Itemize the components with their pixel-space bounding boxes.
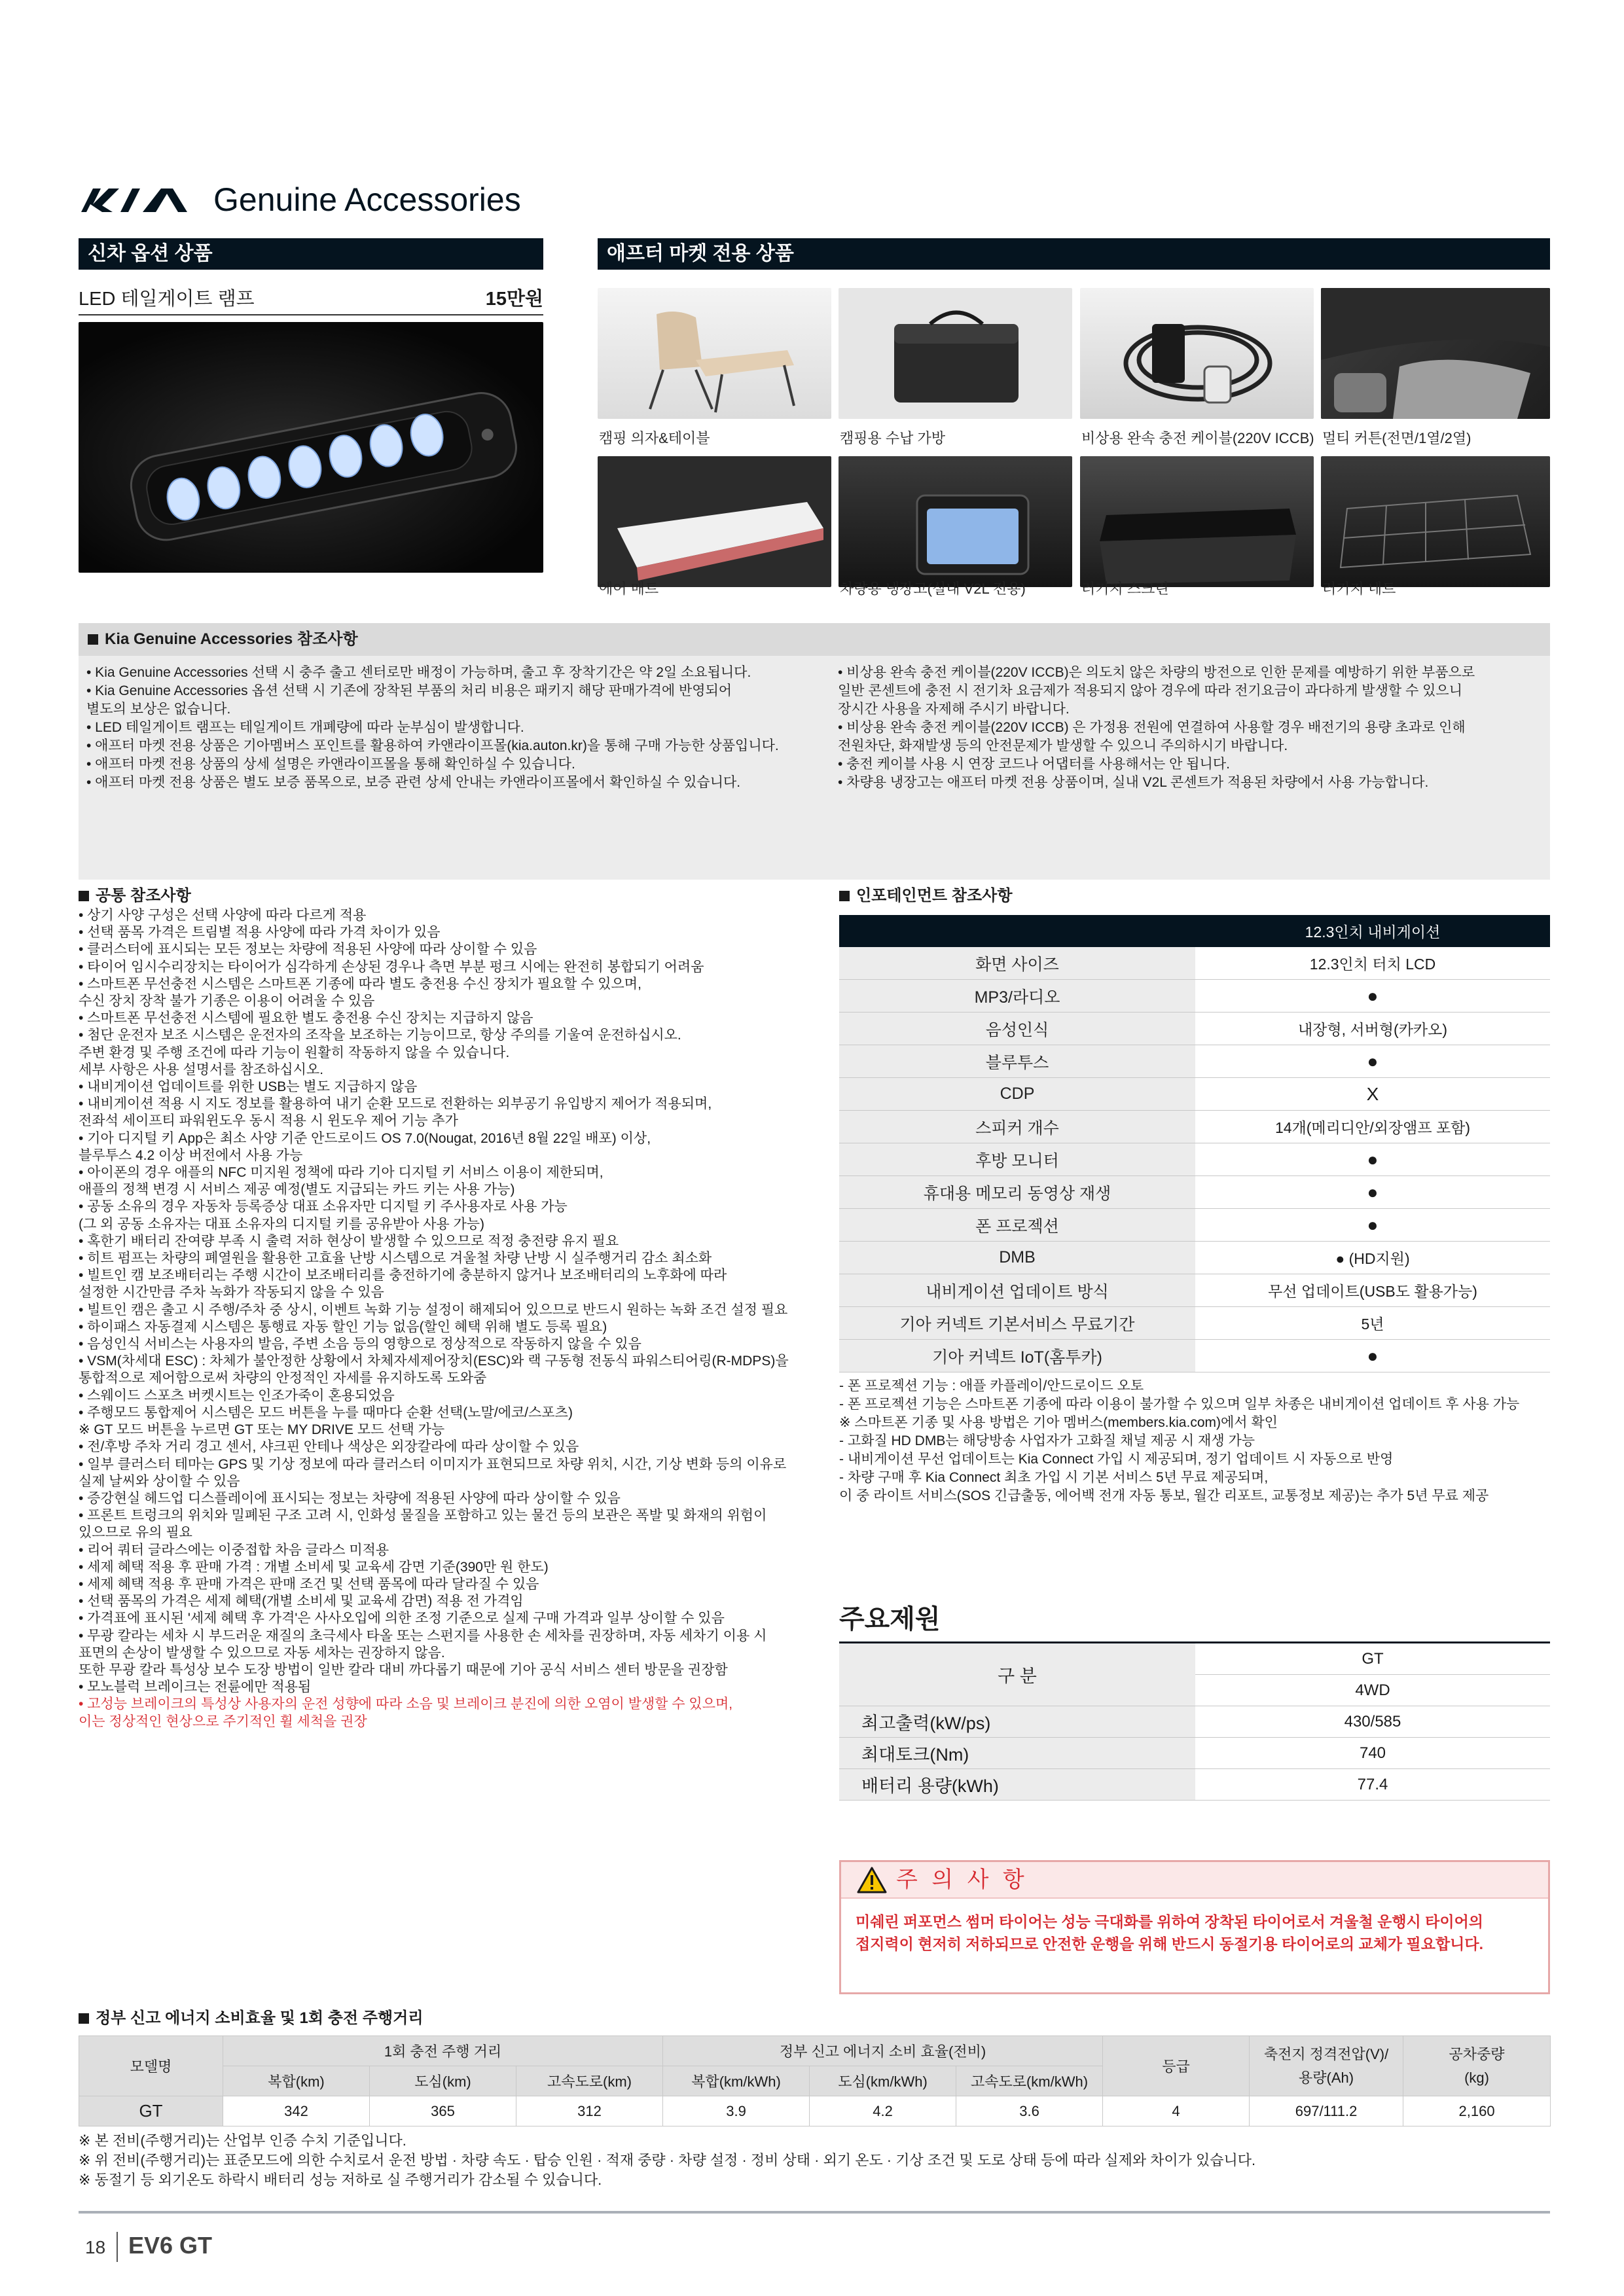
energy-battery-value: 697/111.2 — [1250, 2096, 1403, 2126]
common-note-line: • 프론트 트렁크의 위치와 밀폐된 구조 고려 시, 인화성 물질을 포함하고 있는 물건 등의 보관은 폭발 및 화재의 위험이 — [79, 1508, 767, 1524]
specs-row — [839, 1769, 1550, 1801]
infotainment-row — [839, 1307, 1550, 1340]
accessory-notes-header — [79, 623, 1550, 656]
accessory-note-left: 별도의 보상은 없습니다. — [86, 702, 231, 717]
common-note-line: • 전/후방 주차 거리 경고 센서, 샤크핀 안테나 색상은 외장칼라에 따라 상이할 수 있음 — [79, 1439, 579, 1455]
infotainment-row-label: MP3/라디오 — [839, 980, 1195, 1013]
infotainment-footnotes — [839, 1377, 1559, 1505]
common-notes-list — [79, 907, 825, 1731]
infotainment-title: 인포테인먼트 참조사항 — [856, 887, 1013, 905]
infotainment-row-value: ● — [1195, 1340, 1550, 1372]
common-note-line: • 첨단 운전자 보조 시스템은 운전자의 조작을 보조하는 기능이므로, 항상 주의를 기울여 운전하십시오. — [79, 1028, 681, 1043]
infotainment-row-label: DMB — [839, 1242, 1195, 1274]
charging-cable-photo — [1080, 288, 1314, 419]
aftermarket-header: 애프터 마켓 전용 상품 — [598, 238, 1550, 270]
energy-eff-value: 3.6 — [956, 2096, 1103, 2126]
common-note-line: • 클러스터에 표시되는 모든 정보는 차량에 적용된 사양에 따라 상이할 수 있음 — [79, 942, 537, 958]
energy-sub-range: 고속도로(km) — [516, 2066, 663, 2096]
storage-bag-photo — [839, 288, 1072, 419]
specs-drive: 4WD — [1195, 1675, 1550, 1706]
common-note-line: 전좌석 세이프티 파워윈도우 동시 적용 시 윈도우 제어 기능 추가 — [79, 1113, 458, 1129]
infotainment-row — [839, 1078, 1550, 1111]
common-note-line: 있으므로 유의 필요 — [79, 1525, 192, 1541]
energy-model: GT — [79, 2096, 223, 2126]
common-note-line: • 리어 쿼터 글라스에는 이중접합 차음 글라스 미적용 — [79, 1542, 389, 1558]
specs-row-label: 최대토크(Nm) — [839, 1738, 1195, 1769]
common-note-line: • 빌트인 캠은 출고 시 주행/주차 중 상시, 이벤트 녹화 기능 설정이 해제되어 있으므로 반드시 원하는 녹화 조건 설정 필요 — [79, 1302, 788, 1318]
accessory-note-right: • 비상용 완속 충전 케이블(220V ICCB) 은 가정용 전원에 연결하여 사용할 경우 배전기의 용량 초과로 인해 — [838, 720, 1466, 735]
energy-col-grade: 등급 — [1103, 2036, 1250, 2096]
infotainment-table — [839, 915, 1550, 1372]
accessory-note-left: • Kia Genuine Accessories 선택 시 충주 출고 센터로만 배정이 가능하며, 출고 후 장착기간은 약 2일 소요됩니다. — [86, 665, 751, 680]
energy-grade-value: 4 — [1103, 2096, 1250, 2126]
infotainment-row — [839, 1242, 1550, 1274]
specs-row-value: 740 — [1195, 1738, 1550, 1769]
common-note-line: 통합적으로 제어함으로써 차량의 안정적인 자세를 유지하도록 도와줌 — [79, 1371, 487, 1386]
common-note-line: 세부 사항은 사용 설명서를 참조하십시오. — [79, 1062, 324, 1077]
common-note-line: 설정한 시간만큼 주차 녹화가 작동되지 않을 수 있음 — [79, 1285, 384, 1300]
footer-model: EV6 GT — [128, 2232, 213, 2259]
infotainment-row-value: ● — [1195, 1176, 1550, 1209]
infotainment-corner-cell — [839, 915, 1195, 947]
common-note-line: ※ GT 모드 버튼을 누르면 GT 또는 MY DRIVE 모드 선택 가능 — [79, 1422, 445, 1438]
common-note-line: • 타이어 임시수리장치는 타이어가 심각하게 손상된 경우나 측면 부분 펑크 시에는 완전히 봉합되기 어려움 — [79, 959, 704, 975]
infotainment-row-value: ● — [1195, 1143, 1550, 1176]
warning-triangle-icon — [857, 1866, 887, 1893]
infotainment-row-label: 기아 커넥트 기본서비스 무료기간 — [839, 1307, 1195, 1340]
infotainment-row-value: X — [1195, 1078, 1550, 1111]
common-note-line: • VSM(차세대 ESC) : 차체가 불안정한 상황에서 차체자세제어장치(ESC)와 랙 구동형 전동식 파워스티어링(R-MDPS)을 — [79, 1354, 789, 1369]
caution-box — [839, 1860, 1550, 1994]
specs-row-label: 배터리 용량(kWh) — [839, 1769, 1195, 1801]
accessory-note-right: 장시간 사용을 자제해 주시기 바랍니다. — [838, 702, 1070, 717]
common-note-line: • 혹한기 배터리 잔여량 부족 시 출력 저하 현상이 발생할 수 있으므로 적정 충전량 유지 필요 — [79, 1233, 619, 1249]
common-note-line: 블루투스 4.2 이상 버전에서 사용 가능 — [79, 1147, 303, 1163]
footer-divider — [79, 2211, 1550, 2214]
accessory-note-right: • 충전 케이블 사용 시 연장 코드나 어댑터를 사용해서는 안 됩니다. — [838, 757, 1230, 772]
infotainment-footnote: - 고화질 HD DMB는 해당방송 사업자가 고화질 채널 제공 시 재생 가능 — [839, 1433, 1255, 1448]
infotainment-row-label: 스피커 개수 — [839, 1111, 1195, 1143]
accessory-note-left: • Kia Genuine Accessories 옵션 선택 시 기존에 장착된 부품의 처리 비용은 패키지 해당 판매가격에 반영되어 — [86, 683, 732, 698]
common-note-line: • 하이패스 자동결제 시스템은 통행료 자동 할인 기능 없음(할인 혜택 위해 별도 등록 필요) — [79, 1319, 607, 1335]
infotainment-row — [839, 1143, 1550, 1176]
multi-curtain-photo — [1321, 288, 1550, 419]
infotainment-footnote: - 내비게이션 무선 업데이트는 Kia Connect 가입 시 제공되며, 정기 업데이트 시 자동으로 반영 — [839, 1452, 1394, 1467]
energy-sub-eff: 고속도로(km/kWh) — [956, 2066, 1103, 2096]
energy-sub-eff: 도심(km/kWh) — [810, 2066, 956, 2096]
infotainment-footnote: - 차량 구매 후 Kia Connect 최초 가입 시 기본 서비스 5년 무료 제공되며, — [839, 1470, 1269, 1485]
car-fridge-photo — [839, 456, 1072, 587]
common-note-line: 실제 날씨와 상이할 수 있음 — [79, 1473, 240, 1489]
common-note-line: • 상기 사양 구성은 선택 사양에 따라 다르게 적용 — [79, 908, 367, 923]
common-note-line: • 스마트폰 무선충전 시스템은 스마트폰 기종에 따라 별도 충전용 수신 장치가 필요할 수 있으며, — [79, 976, 641, 992]
common-note-line: • 세제 혜택 적용 후 판매 가격 : 개별 소비세 및 교육세 감면 기준(390만 원 한도) — [79, 1559, 549, 1575]
specs-title: 주요제원 — [839, 1605, 941, 1634]
specs-table — [839, 1641, 1550, 1801]
infotainment-footnote: ※ 스마트폰 기종 및 사용 방법은 기아 멤버스(members.kia.com)에서 확인 — [839, 1415, 1278, 1430]
caution-header — [841, 1862, 1548, 1899]
infotainment-header — [839, 882, 1013, 905]
energy-col-model: 모델명 — [79, 2036, 223, 2096]
infotainment-row-value: 내장형, 서버형(카카오) — [1195, 1013, 1550, 1045]
new-car-item-price: 15만원 — [485, 289, 543, 310]
led-tailgate-lamp-photo — [79, 322, 543, 573]
accessory-note-left: • 애프터 마켓 전용 상품은 별도 보증 품목으로, 보증 관련 상세 안내는 카앤라이프몰에서 확인하실 수 있습니다. — [86, 775, 741, 790]
common-note-line: • 스웨이드 스포츠 버켓시트는 인조가죽이 혼용되었음 — [79, 1388, 395, 1403]
common-note-line: • 가격표에 표시된 '세제 혜택 후 가격'은 사사오입에 의한 조정 기준으로 실제 구매 가격과 일부 상이할 수 있음 — [79, 1611, 725, 1626]
energy-col-battery: 축전지 정격전압(V)/ 용량(Ah) — [1250, 2036, 1403, 2096]
infotainment-row-label: 후방 모니터 — [839, 1143, 1195, 1176]
infotainment-row-value: 12.3인치 터치 LCD — [1195, 947, 1550, 980]
common-note-line: • 기아 디지털 키 App은 최소 사양 기준 안드로이드 OS 7.0(Nougat, 2016년 8월 22일 배포) 이상, — [79, 1130, 651, 1146]
common-note-line: 또한 무광 칼라 특성상 보수 도장 방법이 일반 칼라 대비 까다롭기 때문에 기아 공식 서비스 센터 방문을 권장함 — [79, 1662, 728, 1677]
infotainment-footnote: - 폰 프로젝션 기능 : 애플 카플레이/안드로이드 오토 — [839, 1378, 1144, 1393]
infotainment-row-label: 블루투스 — [839, 1045, 1195, 1078]
energy-sub-range: 도심(km) — [370, 2066, 516, 2096]
infotainment-row-label: 휴대용 메모리 동영상 재생 — [839, 1176, 1195, 1209]
energy-group-eff: 정부 신고 에너지 소비 효율(전비) — [663, 2036, 1103, 2066]
common-note-line: • 내비게이션 업데이트를 위한 USB는 별도 지급하지 않음 — [79, 1079, 418, 1095]
infotainment-row-value: 무선 업데이트(USB도 활용가능) — [1195, 1274, 1550, 1307]
common-note-line: • 세제 혜택 적용 후 판매 가격은 판매 조건 및 선택 품목에 따라 달라질 수 있음 — [79, 1576, 539, 1592]
common-note-line: • 무광 칼라는 세차 시 부드러운 재질의 초극세사 타올 또는 스펀지를 사용한 손 세차를 권장하며, 자동 세차기 이용 시 — [79, 1628, 767, 1643]
infotainment-row-label: 폰 프로젝션 — [839, 1209, 1195, 1242]
common-note-line: • 음성인식 서비스는 사용자의 발음, 주변 소음 등의 영향으로 정상적으로 작동하지 않을 수 있음 — [79, 1336, 641, 1352]
common-note-line: • 공동 소유의 경우 자동차 등록증상 대표 소유자만 디지털 키 주사용자로 사용 가능 — [79, 1199, 568, 1215]
new-car-item-divider — [79, 314, 543, 315]
energy-table — [79, 2036, 1551, 2126]
aftermarket-caption-7: 러기지 스크린 — [1081, 581, 1169, 597]
accessory-note-left: • 애프터 마켓 전용 상품은 기아멤버스 포인트를 활용하여 카앤라이프몰(kia.auton.kr)을 통해 구매 가능한 상품입니다. — [86, 738, 779, 753]
accessory-note-left: • 애프터 마켓 전용 상품의 상세 설명은 카앤라이프몰을 통해 확인하실 수 있습니다. — [86, 757, 575, 772]
common-note-line: • 스마트폰 무선충전 시스템에 필요한 별도 충전용 수신 장치는 지급하지 않음 — [79, 1011, 533, 1026]
aftermarket-caption-4: 멀티 커튼(전면/1열/2열) — [1322, 430, 1471, 446]
energy-sub-eff: 복합(km/kWh) — [663, 2066, 810, 2096]
common-note-line: • 일부 클러스터 테마는 GPS 및 기상 정보에 따라 클러스터 이미지가 표현되므로 차량 위치, 시간, 기상 변화 등의 이유로 — [79, 1456, 787, 1472]
energy-range-value: 365 — [370, 2096, 516, 2126]
camping-chair-photo — [598, 288, 831, 419]
kia-logo — [79, 186, 191, 215]
infotainment-row — [839, 1340, 1550, 1372]
energy-note: ※ 동절기 등 외기온도 하락시 배터리 성능 저하로 실 주행거리가 감소될 수 있습니다. — [79, 2172, 602, 2188]
energy-range-value: 342 — [223, 2096, 370, 2126]
energy-eff-value: 3.9 — [663, 2096, 810, 2126]
caution-text — [841, 1899, 1548, 1955]
caution-text-line: 접지력이 현저히 저하되므로 안전한 운행을 위해 반드시 동절기용 타이어로의 교체가 필요합니다. — [856, 1935, 1484, 1952]
common-notes-title: 공통 참조사항 — [96, 887, 191, 905]
infotainment-row — [839, 1176, 1550, 1209]
common-note-line: (그 외 공동 소유자는 대표 소유자의 디지털 키를 공유받아 사용 가능) — [79, 1216, 485, 1232]
specs-header-row — [839, 1643, 1550, 1675]
specs-row-value: 430/585 — [1195, 1706, 1550, 1738]
accessory-notes-title: Kia Genuine Accessories 참조사항 — [105, 630, 358, 648]
aftermarket-caption-6: 차량용 냉장고(실내 V2L 전용) — [840, 581, 1026, 597]
infotainment-row — [839, 1111, 1550, 1143]
specs-row — [839, 1706, 1550, 1738]
specs-row-label: 최고출력(kW/ps) — [839, 1706, 1195, 1738]
accessory-note-right: 전원차단, 화재발생 등의 안전문제가 발생할 수 있으니 주의하시기 바랍니다. — [838, 738, 1288, 753]
infotainment-row-label: 음성인식 — [839, 1013, 1195, 1045]
brand-header — [79, 177, 668, 223]
brand-title: Genuine Accessories — [213, 181, 521, 218]
common-note-line: • 히트 펌프는 차량의 폐열원을 활용한 고효율 난방 시스템으로 겨울철 차량 난방 시 실주행거리 감소 최소화 — [79, 1251, 712, 1266]
infotainment-row-label: 기아 커넥트 IoT(홈투카) — [839, 1340, 1195, 1372]
infotainment-footnote: 이 중 라이트 서비스(SOS 긴급출동, 에어백 전개 자동 통보, 월간 리포트, 교통정보 제공)는 추가 5년 무료 제공 — [839, 1488, 1489, 1503]
common-note-line: 애플의 정책 변경 시 서비스 제공 예정(별도 지급되는 카드 키는 사용 가능) — [79, 1182, 515, 1198]
square-bullet-icon — [79, 891, 89, 901]
square-bullet-icon — [839, 891, 850, 901]
infotainment-row — [839, 1274, 1550, 1307]
energy-range-value: 312 — [516, 2096, 663, 2126]
footer-separator — [117, 2232, 118, 2262]
common-note-line: • 내비게이션 적용 시 지도 정보를 활용하여 내기 순환 모드로 전환하는 외부공기 유입방지 제어가 적용되며, — [79, 1096, 712, 1112]
infotainment-row-label: 내비게이션 업데이트 방식 — [839, 1274, 1195, 1307]
caution-title: 주 의 사 항 — [896, 1867, 1028, 1892]
infotainment-row-value: 14개(메리디안/외장앰프 포함) — [1195, 1111, 1550, 1143]
square-bullet-icon — [88, 634, 98, 645]
infotainment-row — [839, 1013, 1550, 1045]
specs-row-value: 77.4 — [1195, 1769, 1550, 1801]
infotainment-row — [839, 980, 1550, 1013]
infotainment-row-value: ● — [1195, 1045, 1550, 1078]
aftermarket-caption-8: 러기지 네트 — [1322, 581, 1396, 597]
accessory-note-right: 일반 콘센트에 충전 시 전기차 요금제가 적용되지 않아 경우에 따라 전기요금이 과다하게 발생할 수 있으니 — [838, 683, 1462, 698]
energy-group-range: 1회 충전 주행 거리 — [223, 2036, 663, 2066]
aftermarket-caption-3: 비상용 완속 충전 케이블(220V ICCB) — [1081, 430, 1314, 446]
infotainment-row-label: CDP — [839, 1078, 1195, 1111]
air-mat-photo — [598, 456, 831, 587]
infotainment-row-value: ● — [1195, 980, 1550, 1013]
infotainment-row-value: ● (HD지원) — [1195, 1242, 1550, 1274]
aftermarket-caption-2: 캠핑용 수납 가방 — [840, 430, 945, 446]
page-number: 18 — [85, 2237, 106, 2257]
infotainment-header-row — [839, 915, 1550, 947]
specs-row — [839, 1738, 1550, 1769]
specs-trim: GT — [1195, 1643, 1550, 1675]
common-note-line: • 선택 품목 가격은 트림별 적용 사양에 따라 가격 차이가 있음 — [79, 925, 441, 941]
energy-weight-value: 2,160 — [1403, 2096, 1551, 2126]
new-car-option-header: 신차 옵션 상품 — [79, 238, 543, 270]
infotainment-row — [839, 1209, 1550, 1242]
common-note-line: • 빌트인 캠 보조배터리는 주행 시간이 보조배터리를 충전하기에 충분하지 않거나 보조배터리의 노후화에 따라 — [79, 1268, 727, 1283]
infotainment-row — [839, 947, 1550, 980]
energy-note: ※ 위 전비(주행거리)는 표준모드에 의한 수치로서 운전 방법 · 차량 속도 · 탑승 인원 · 적재 중량 · 차량 설정 · 정비 상태 · 외기 온도 · 기상 조건 및 도로 상태 등에 따라 실제와 차이가 있습니다. — [79, 2152, 1256, 2168]
energy-note: ※ 본 전비(주행거리)는 산업부 인증 수치 기준입니다. — [79, 2132, 406, 2149]
energy-sub-range: 복합(km) — [223, 2066, 370, 2096]
luggage-screen-photo — [1080, 456, 1314, 587]
common-note-line: 표면의 손상이 발생할 수 있으므로 자동 세차는 권장하지 않음. — [79, 1645, 445, 1660]
energy-title: 정부 신고 에너지 소비효율 및 1회 충전 주행거리 — [96, 2009, 424, 2027]
common-note-line: • 증강현실 헤드업 디스플레이에 표시되는 정보는 차량에 적용된 사양에 따라 상이할 수 있음 — [79, 1490, 621, 1506]
common-note-line: • 주행모드 통합제어 시스템은 모드 버튼을 누를 때마다 순환 선택(노말/에코/스포츠) — [79, 1405, 573, 1420]
common-note-line-warning: 이는 정상적인 현상으로 주기적인 휠 세척을 권장 — [79, 1713, 367, 1729]
common-note-line: 주변 환경 및 주행 조건에 따라 기능이 원활히 작동하지 않을 수 있습니다. — [79, 1045, 510, 1060]
aftermarket-caption-5: 에어 매트 — [599, 581, 659, 597]
accessory-note-left: • LED 테일게이트 램프는 테일게이트 개폐량에 따라 눈부심이 발생합니다. — [86, 720, 524, 735]
energy-eff-value: 4.2 — [810, 2096, 956, 2126]
infotainment-row-value: 5년 — [1195, 1307, 1550, 1340]
common-notes-header — [79, 882, 191, 905]
specs-header-label: 구 분 — [839, 1643, 1195, 1706]
infotainment-footnote: - 폰 프로젝션 기능은 스마트폰 기종에 따라 이용이 불가할 수 있으며 일부 차종은 내비게이션 업데이트 후 사용 가능 — [839, 1397, 1520, 1412]
accessory-note-right: • 비상용 완속 충전 케이블(220V ICCB)은 의도치 않은 차량의 방전으로 인한 문제를 예방하기 위한 부품으로 — [838, 665, 1475, 680]
common-note-line-warning: • 고성능 브레이크의 특성상 사용자의 운전 성향에 따라 소음 및 브레이크 분진에 의한 오염이 발생할 수 있으며, — [79, 1696, 733, 1712]
infotainment-row-value: ● — [1195, 1209, 1550, 1242]
common-note-line: • 아이폰의 경우 애플의 NFC 미지원 정책에 따라 기아 디지털 키 서비스 이용이 제한되며, — [79, 1165, 604, 1181]
common-note-line: • 모노블럭 브레이크는 전륜에만 적용됨 — [79, 1679, 312, 1695]
infotainment-row-label: 화면 사이즈 — [839, 947, 1195, 980]
infotainment-column-header: 12.3인치 내비게이션 — [1195, 915, 1550, 947]
luggage-net-photo — [1321, 456, 1550, 587]
square-bullet-icon — [79, 2013, 89, 2024]
aftermarket-caption-1: 캠핑 의자&테이블 — [599, 430, 710, 446]
accessory-notes-box — [79, 623, 1550, 880]
energy-col-weight: 공차중량 (kg) — [1403, 2036, 1551, 2096]
common-note-line: • 선택 품목의 가격은 세제 혜택(개별 소비세 및 교육세 감면) 적용 전 가격임 — [79, 1594, 524, 1609]
caution-text-line: 미쉐린 퍼포먼스 썸머 타이어는 성능 극대화를 위하여 장착된 타이어로서 겨울철 운행시 타이어의 — [856, 1913, 1484, 1930]
energy-header — [79, 2005, 424, 2028]
accessory-note-right: • 차량용 냉장고는 애프터 마켓 전용 상품이며, 실내 V2L 콘센트가 적용된 차량에서 사용 가능합니다. — [838, 775, 1429, 790]
energy-data-row — [79, 2096, 1551, 2126]
infotainment-row — [839, 1045, 1550, 1078]
new-car-item-name: LED 테일게이트 램프 — [79, 289, 255, 310]
common-note-line: 수신 장치 장착 불가 기종은 이용이 어려울 수 있음 — [79, 994, 375, 1009]
